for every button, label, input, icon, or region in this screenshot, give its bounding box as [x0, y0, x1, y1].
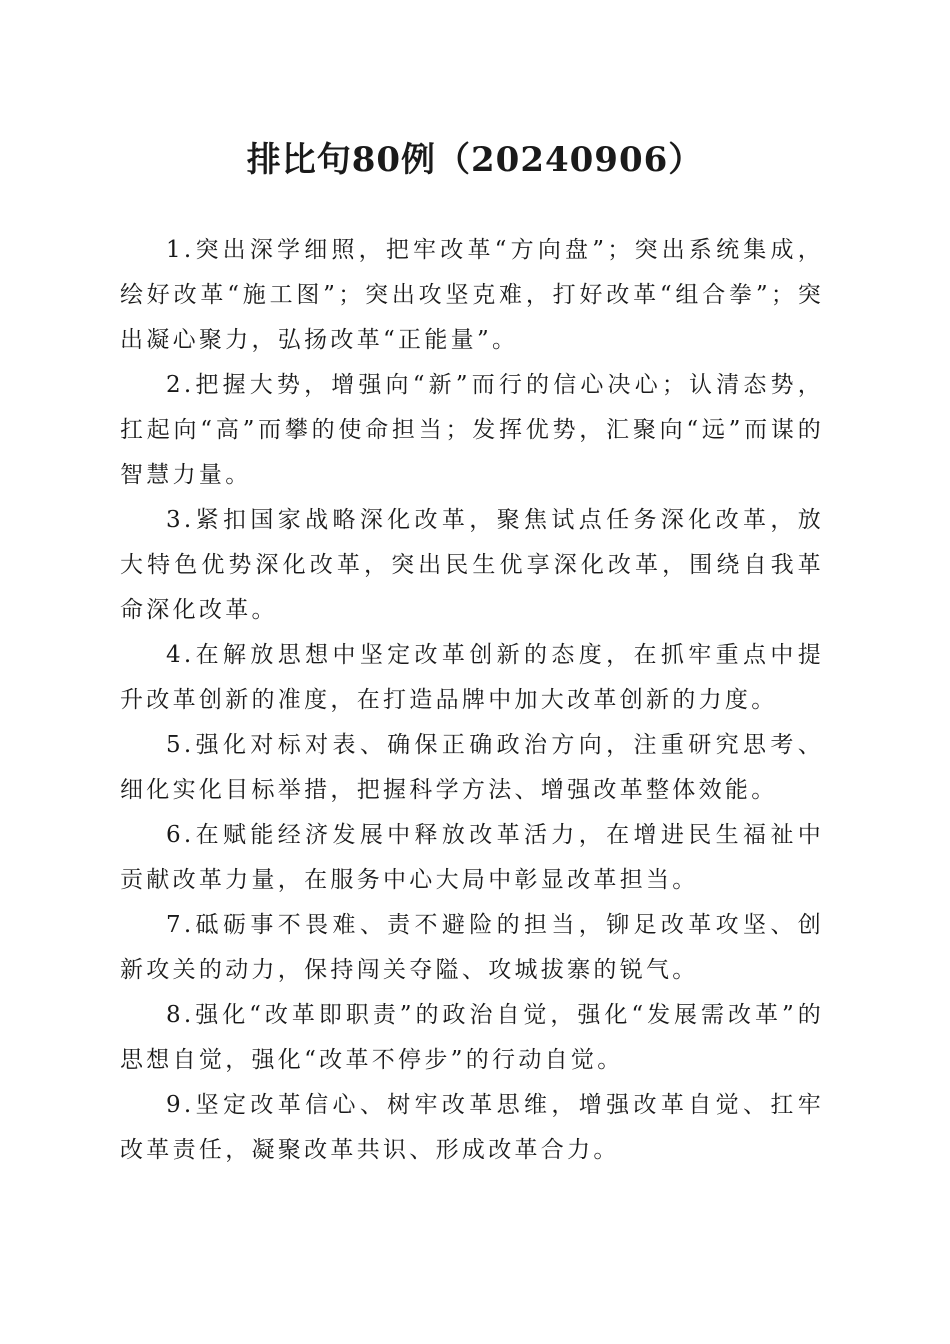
paragraph-5: 5.强化对标对表、确保正确政治方向，注重研究思考、细化实化目标举措，把握科学方法、增强改革整体效能。 [120, 732, 824, 803]
paragraph-8: 8.强化“改革即职责”的政治自觉，强化“发展需改革”的思想自觉，强化“改革不停步”的行动自觉。 [120, 1002, 824, 1073]
document-body [120, 228, 824, 1173]
paragraph-6: 6.在赋能经济发展中释放改革活力，在增进民生福祉中贡献改革力量，在服务中心大局中彰显改革担当。 [120, 822, 824, 893]
paragraph-3: 3.紧扣国家战略深化改革，聚焦试点任务深化改革，放大特色优势深化改革，突出民生优享深化改革，围绕自我革命深化改革。 [120, 507, 824, 623]
document-title: 排比句80例（20240906） [246, 140, 704, 180]
paragraph-2: 2.把握大势，增强向“新”而行的信心决心；认清态势，扛起向“高”而攀的使命担当；发挥优势，汇聚向“远”而谋的智慧力量。 [120, 372, 824, 488]
paragraph-9: 9.坚定改革信心、树牢改革思维，增强改革自觉、扛牢改革责任，凝聚改革共识、形成改革合力。 [120, 1092, 824, 1163]
paragraph-7: 7.砥砺事不畏难、责不避险的担当，铆足改革攻坚、创新攻关的动力，保持闯关夺隘、攻城拔寨的锐气。 [120, 912, 824, 983]
paragraph-4: 4.在解放思想中坚定改革创新的态度，在抓牢重点中提升改革创新的准度，在打造品牌中加大改革创新的力度。 [120, 642, 824, 713]
paragraph-1: 1.突出深学细照，把牢改革“方向盘”；突出系统集成，绘好改革“施工图”；突出攻坚克难，打好改革“组合拳”；突出凝心聚力，弘扬改革“正能量”。 [120, 237, 824, 353]
